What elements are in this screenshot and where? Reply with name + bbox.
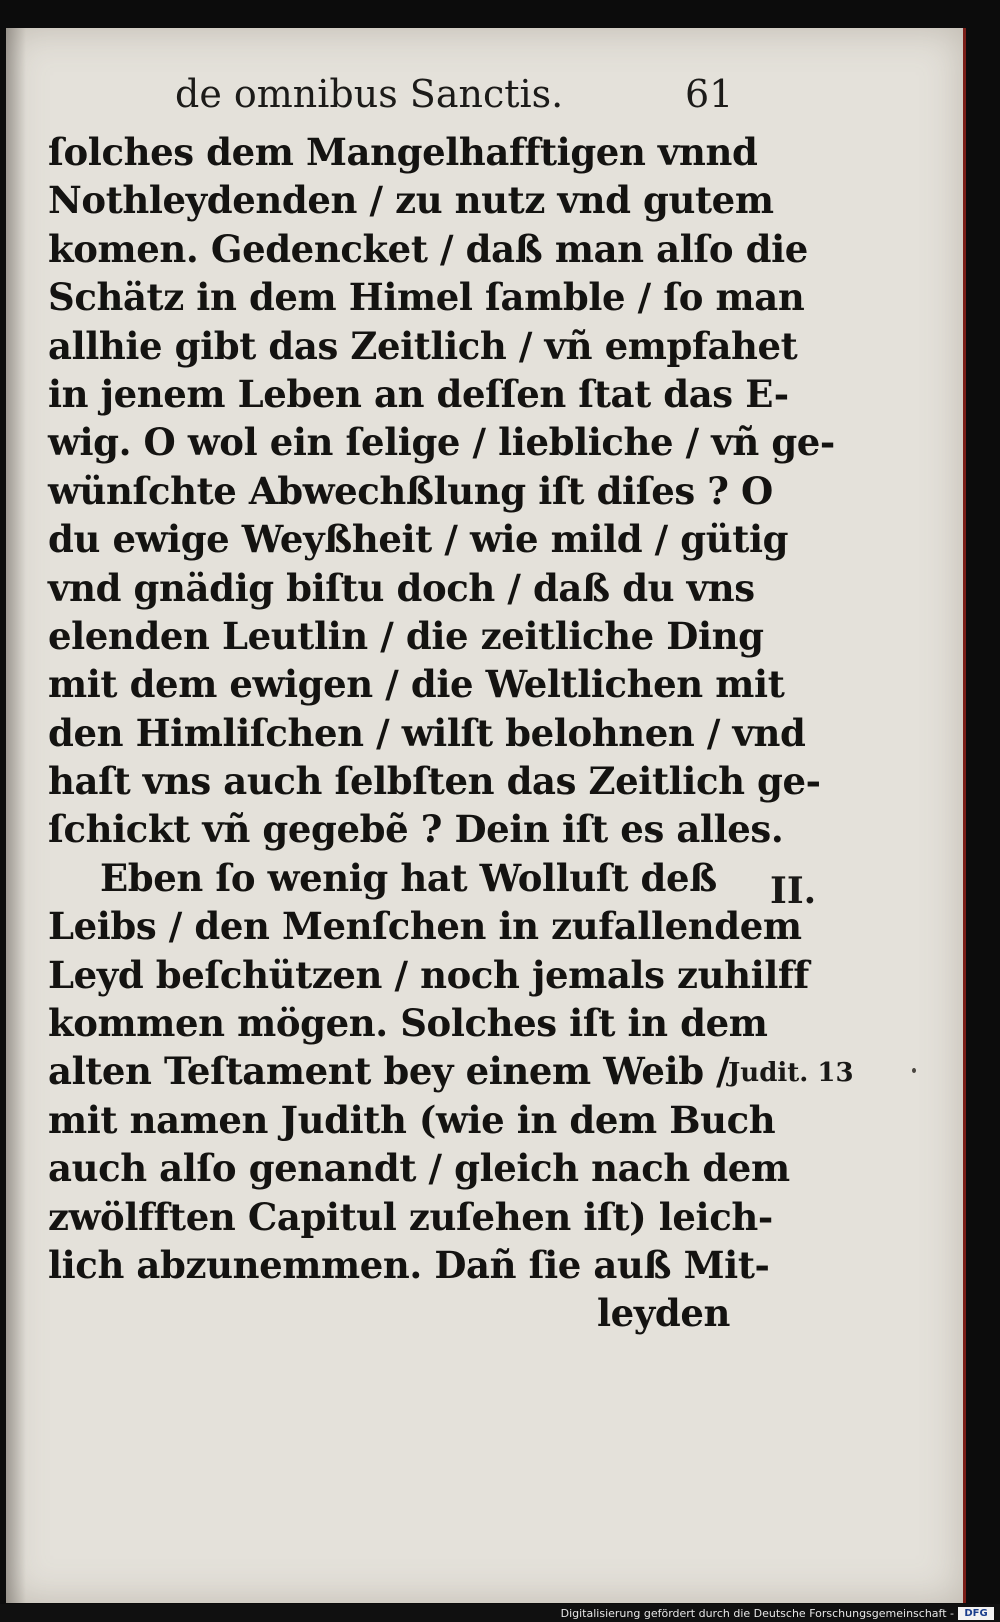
margin-bible-reference: Judit. 13	[728, 1058, 854, 1088]
ink-speck	[912, 1068, 916, 1073]
text-line: komen. Gedencket / daß man alſo die	[48, 226, 808, 271]
running-head	[175, 72, 735, 122]
text-line: zwölfften Capitul zuſehen iſt) leich-	[48, 1194, 773, 1239]
text-line: wig. O wol ein ſelige / liebliche / vñ ge-	[48, 420, 835, 465]
footer-credit: Digitalisierung gefördert durch die Deutsche Forschungsgemeinschaft -	[560, 1607, 954, 1620]
catchword: leyden	[596, 1291, 730, 1336]
text-line: Schätz in dem Himel ſamble / ſo man	[48, 275, 805, 320]
text-line: Nothleydenden / zu nutz vnd gutem	[48, 178, 774, 223]
text-line: mit dem ewigen / die Weltlichen mit	[48, 662, 785, 707]
text-line: du ewige Weyßheit / wie mild / gütig	[48, 517, 789, 562]
page-number: 61	[685, 72, 734, 116]
text-line: in jenem Leben an deſſen ſtat das E-	[48, 371, 789, 416]
text-line: Leibs / den Menſchen in zufallendem	[48, 904, 802, 949]
text-line: wünſchte Abwechßlung iſt diſes ? O	[48, 468, 773, 513]
text-line: allhie gibt das Zeitlich / vñ empfahet	[48, 323, 798, 368]
text-line: auch alſo genandt / gleich nach dem	[48, 1146, 790, 1191]
text-line: elenden Leutlin / die zeitliche Ding	[48, 613, 764, 658]
text-line: alten Teſtament bey einem Weib /	[48, 1049, 730, 1094]
text-line: haſt vns auch ſelbſten das Zeitlich ge-	[48, 759, 821, 804]
text-line: kommen mögen. Solches iſt in dem	[48, 1001, 768, 1046]
text-line: Leyd beſchützen / noch jemals zuhilff	[48, 952, 809, 997]
text-line: ſchickt vñ gegebẽ ? Dein iſt es alles.	[48, 807, 784, 852]
margin-section-numeral: II.	[770, 870, 817, 912]
running-head-title: de omnibus Sanctis.	[175, 72, 564, 116]
text-line: lich abzunemmen. Dañ ſie auß Mit-	[48, 1242, 770, 1287]
text-line: mit namen Judith (wie in dem Buch	[48, 1097, 776, 1142]
page-gutter-shadow	[6, 28, 26, 1603]
text-line: den Himliſchen / wilſt belohnen / vnd	[48, 710, 806, 755]
paragraph-start-line: Eben ſo wenig hat Wolluſt deß	[100, 855, 717, 900]
digitization-footer	[0, 1604, 1000, 1622]
text-line: ſolches dem Mangelhafftigen vnnd	[48, 130, 758, 174]
dfg-logo: DFG	[958, 1607, 994, 1620]
text-line: vnd gnädig biſtu doch / daß du vns	[48, 565, 755, 610]
